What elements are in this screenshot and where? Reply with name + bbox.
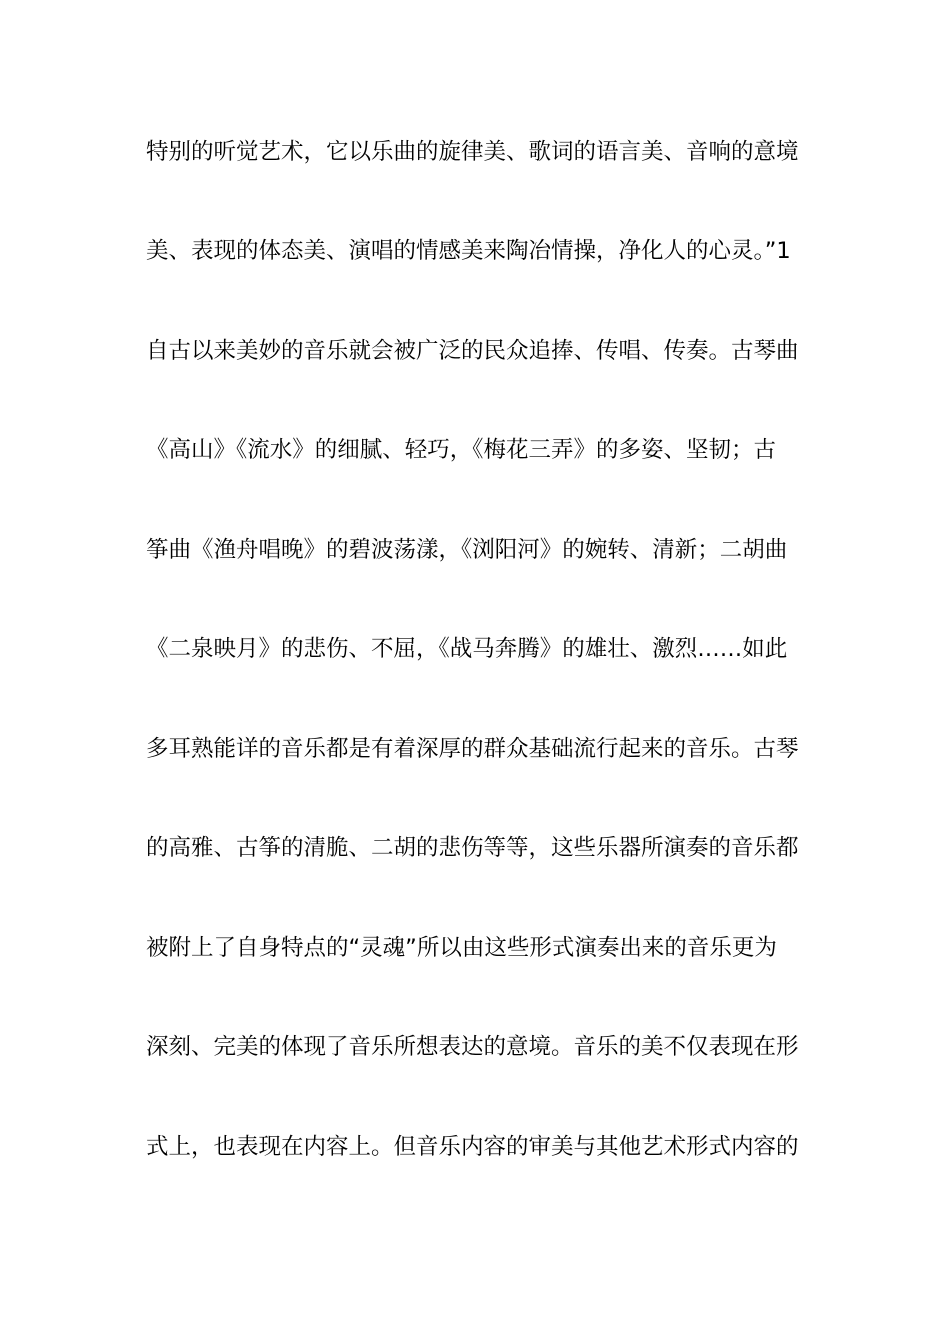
- text-line-11: 式上，也表现在内容上。但音乐内容的审美与其他艺术形式内容的: [146, 1134, 799, 1160]
- text-line-4: 《高山》《流水》的细腻、轻巧，《梅花三弄》的多姿、坚韧；古: [146, 437, 777, 463]
- text-line-6: 《二泉映月》的悲伤、不屈，《战马奔腾》的雄壮、激烈……如此: [146, 636, 788, 662]
- text-line-7: 多耳熟能详的音乐都是有着深厚的群众基础流行起来的音乐。古琴: [146, 736, 799, 762]
- text-line-2: 美、表现的体态美、演唱的情感美来陶冶情操，净化人的心灵。”1: [146, 238, 791, 264]
- text-line-3: 自古以来美妙的音乐就会被广泛的民众追捧、传唱、传奏。古琴曲: [146, 338, 799, 364]
- text-line-1: 特别的听觉艺术，它以乐曲的旋律美、歌词的语言美、音响的意境: [146, 139, 799, 165]
- text-line-5: 筝曲《渔舟唱晚》的碧波荡漾，《浏阳河》的婉转、清新；二胡曲: [146, 537, 788, 563]
- text-line-8: 的高雅、古筝的清脆、二胡的悲伤等等，这些乐器所演奏的音乐都: [146, 835, 799, 861]
- text-line-10: 深刻、完美的体现了音乐所想表达的意境。音乐的美不仅表现在形: [146, 1034, 799, 1060]
- text-line-9: 被附上了自身特点的“灵魂”所以由这些形式演奏出来的音乐更为: [146, 935, 777, 961]
